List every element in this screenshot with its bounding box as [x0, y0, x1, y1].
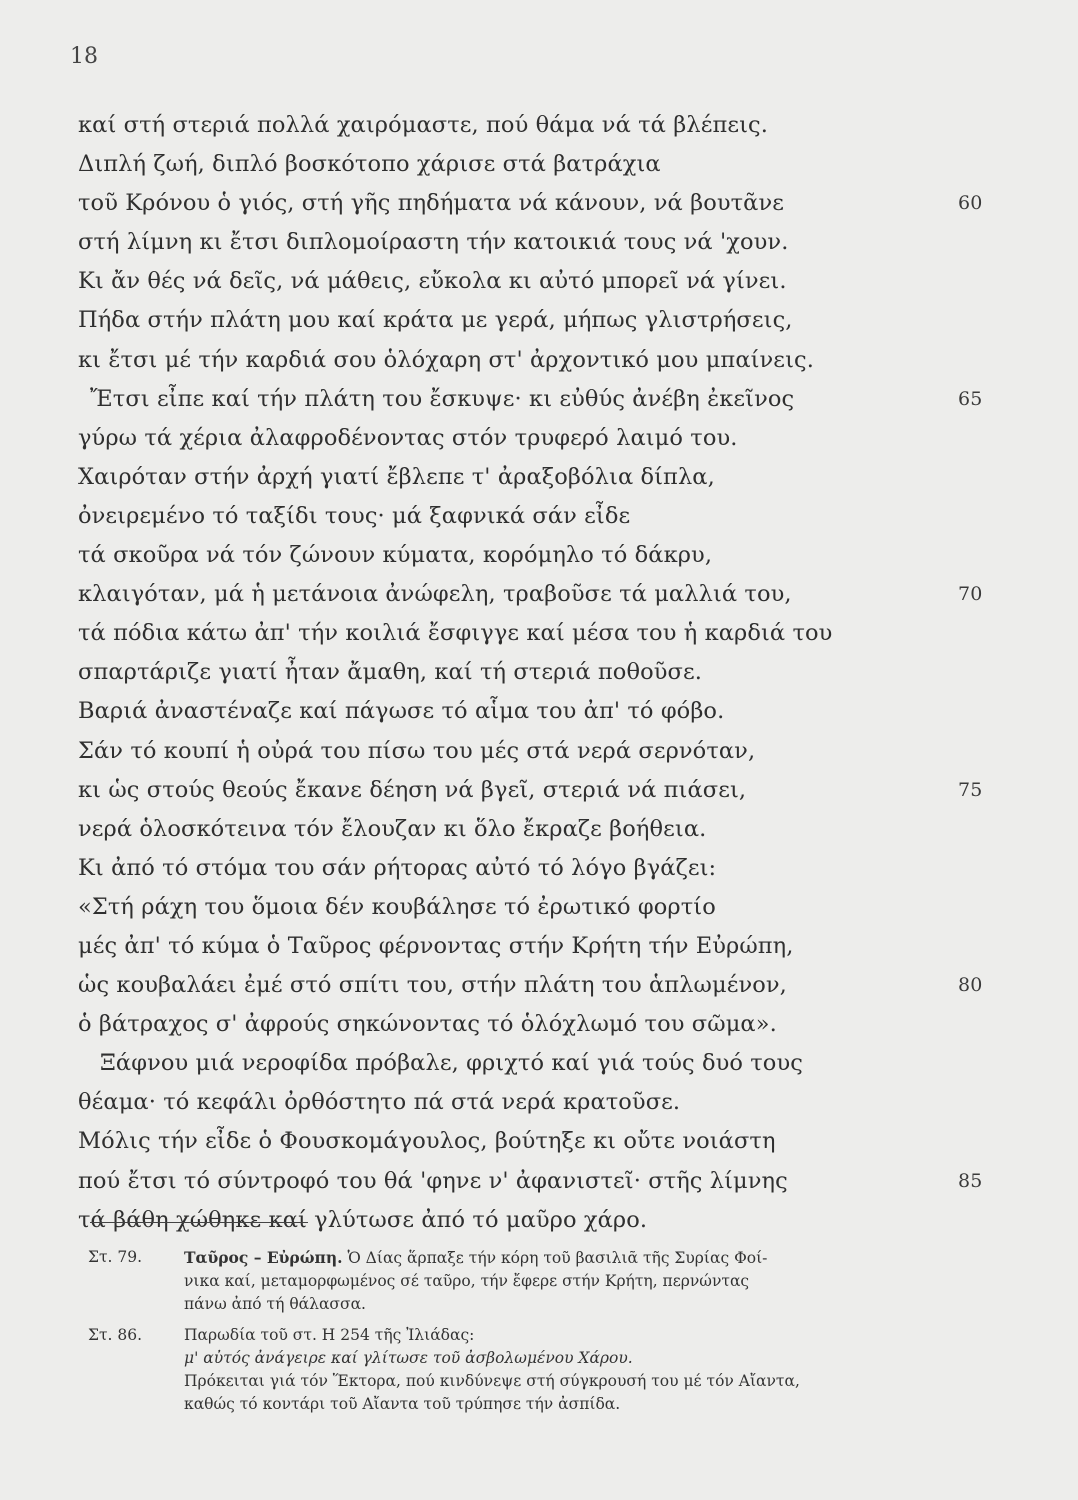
verse-line [78, 106, 998, 145]
verse-line [78, 575, 998, 614]
verse-line [78, 380, 998, 419]
verse-text: Σάν τό κουπί ἡ οὐρά του πίσω του μές στά νερά σερνόταν, [78, 737, 756, 764]
footnote-line: Παρωδία τοῦ στ. Η 254 τῆς Ἰλιάδας: [184, 1326, 475, 1344]
footnotes [88, 1246, 988, 1424]
verse-line [78, 458, 998, 497]
footnote-divider [90, 1222, 308, 1223]
verse-line [78, 301, 998, 340]
footnote-79 [88, 1246, 988, 1316]
verse-line [78, 1162, 998, 1201]
verse-text: τά πόδια κάτω ἀπ' τήν κοιλιά ἔσφιγγε καί μέσα του ἡ καρδιά του [78, 620, 833, 647]
verse-line [78, 497, 998, 536]
verse-text: Διπλή ζωή, διπλό βοσκότοπο χάρισε στά βατράχια [78, 151, 661, 178]
verse-line [78, 1201, 998, 1240]
verse-text: Ἔτσι εἶπε καί τήν πλάτη του ἔσκυψε· κι εὐθύς ἀνέβη ἐκεῖνος [90, 385, 795, 412]
verse-text: Μόλις τήν εἶδε ὁ Φουσκομάγουλος, βούτηξε κι οὔτε νοιάστη [78, 1128, 776, 1155]
verse-text: «Στή ράχη του ὅμοια δέν κουβάλησε τό ἐρωτικό φορτίο [78, 893, 716, 920]
footnote-86 [88, 1324, 988, 1416]
verse-text: Κι ἀπό τό στόμα του σάν ρήτορας αὐτό τό λόγο βγάζει: [78, 854, 717, 881]
verse-text: ὀνειρεμένο τό ταξίδι τους· μά ξαφνικά σάν εἶδε [78, 502, 631, 529]
verse-line [78, 732, 998, 771]
verse-text: τοῦ Κρόνου ὁ γιός, στή γῆς πηδήματα νά κάνουν, νά βουτᾶνε [78, 190, 785, 217]
verse-text: τά βάθη χώθηκε καί γλύτωσε ἀπό τό μαῦρο χάρο. [78, 1206, 648, 1233]
line-number: 80 [958, 974, 983, 997]
verse-text: Βαριά ἀναστέναζε καί πάγωσε τό αἷμα του ἀπ' τό φόβο. [78, 698, 725, 725]
verse-line [78, 771, 998, 810]
footnote-body [184, 1324, 988, 1416]
verse-line [78, 849, 998, 888]
verse-text: σπαρτάριζε γιατί ἦταν ἄμαθη, καί τή στεριά ποθοῦσε. [78, 659, 702, 686]
verse-text: γύρω τά χέρια ἀλαφροδένοντας στόν τρυφερό λαιμό του. [78, 424, 738, 451]
verse-line [78, 888, 998, 927]
verse-text: μές ἀπ' τό κύμα ὁ Ταῦρος φέρνοντας στήν Κρήτη τήν Εὐρώπη, [78, 932, 794, 959]
verse-line [78, 966, 998, 1005]
verse-line [78, 262, 998, 301]
footnote-line: νικα καί, μεταμορφωμένος σέ ταῦρο, τήν ἔφερε στήν Κρήτη, περνώντας [184, 1272, 750, 1290]
verse-line [78, 1122, 998, 1161]
verse-line [78, 927, 998, 966]
footnote-marker: Στ. 86. [88, 1326, 143, 1344]
verse-text: στή λίμνη κι ἔτσι διπλομοίραστη τήν κατοικιά τους νά 'χουν. [78, 229, 789, 256]
footnote-quote: μ' αὐτός ἀνάγειρε καί γλίτωσε τοῦ ἀσβολωμένου Χάρου. [184, 1349, 633, 1367]
verse-text: τά σκοῦρα νά τόν ζώνουν κύματα, κορόμηλο τό δάκρυ, [78, 542, 713, 569]
verse-text: Κι ἄν θές νά δεῖς, νά μάθεις, εὔκολα κι αὐτό μπορεῖ νά γίνει. [78, 268, 787, 295]
footnote-marker: Στ. 79. [88, 1248, 143, 1266]
line-number: 70 [958, 583, 983, 606]
verse-text: πού ἔτσι τό σύντροφό του θά 'φηνε ν' ἀφανιστεῖ· στῆς λίμνης [78, 1167, 788, 1194]
verse-line [78, 419, 998, 458]
line-number: 60 [958, 192, 983, 215]
verse-text: θέαμα· τό κεφάλι ὀρθόστητο πά στά νερά κρατοῦσε. [78, 1089, 681, 1116]
verse-line [78, 1005, 998, 1044]
footnote-line: καθώς τό κοντάρι τοῦ Αἴαντα τοῦ τρύπησε τήν ἀσπίδα. [184, 1395, 621, 1413]
verse-text: καί στή στεριά πολλά χαιρόμαστε, πού θάμα νά τά βλέπεις. [78, 112, 768, 138]
verse-line [78, 184, 998, 223]
verse-text: Ξάφνου μιά νεροφίδα πρόβαλε, φριχτό καί γιά τούς δυό τους [100, 1050, 803, 1077]
verse-text: ὡς κουβαλάει ἐμέ στό σπίτι του, στήν πλάτη του ἁπλωμένον, [78, 972, 787, 999]
verse-line [78, 692, 998, 731]
footnote-line: πάνω ἀπό τή θάλασσα. [184, 1295, 366, 1313]
verse-text: ὁ βάτραχος σ' ἀφρούς σηκώνοντας τό ὁλόχλωμό του σῶμα». [78, 1011, 777, 1038]
footnote-line: Πρόκειται γιά τόν Ἕκτορα, πού κινδύνεψε στή σύγκρουσή του μέ τόν Αἴαντα, [184, 1372, 800, 1390]
verse-line [78, 614, 998, 653]
verse-line [78, 1044, 998, 1083]
footnote-text: Ὁ Δίας ἅρπαξε τήν κόρη τοῦ βασιλιᾶ τῆς Συρίας Φοί- [347, 1249, 768, 1267]
poem-text [78, 106, 998, 1240]
verse-text: κι ὡς στούς θεούς ἔκανε δέηση νά βγεῖ, στεριά νά πιάσει, [78, 776, 747, 803]
verse-text: Χαιρόταν στήν ἀρχή γιατί ἔβλεπε τ' ἀραξοβόλια δίπλα, [78, 463, 715, 490]
footnote-title: Ταῦρος – Εὐρώπη. [184, 1248, 343, 1267]
line-number: 65 [958, 387, 983, 410]
footnote-body [184, 1246, 988, 1316]
verse-text: κι ἔτσι μέ τήν καρδιά σου ὁλόχαρη στ' ἀρχοντικό μου μπαίνεις. [78, 346, 814, 373]
verse-line [78, 341, 998, 380]
verse-line [78, 536, 998, 575]
verse-text: Πήδα στήν πλάτη μου καί κράτα με γερά, μήπως γλιστρήσεις, [78, 307, 793, 334]
verse-text: κλαιγόταν, μά ἡ μετάνοια ἀνώφελη, τραβοῦσε τά μαλλιά του, [78, 581, 792, 608]
verse-text: νερά ὁλοσκότεινα τόν ἔλουζαν κι ὅλο ἔκραζε βοήθεια. [78, 815, 707, 842]
line-number: 85 [958, 1169, 983, 1192]
verse-line [78, 1083, 998, 1122]
verse-line [78, 653, 998, 692]
line-number: 75 [958, 778, 983, 801]
verse-line [78, 145, 998, 184]
footnote-line [184, 1246, 988, 1270]
page-number: 18 [70, 44, 98, 69]
verse-line [78, 810, 998, 849]
verse-line [78, 223, 998, 262]
